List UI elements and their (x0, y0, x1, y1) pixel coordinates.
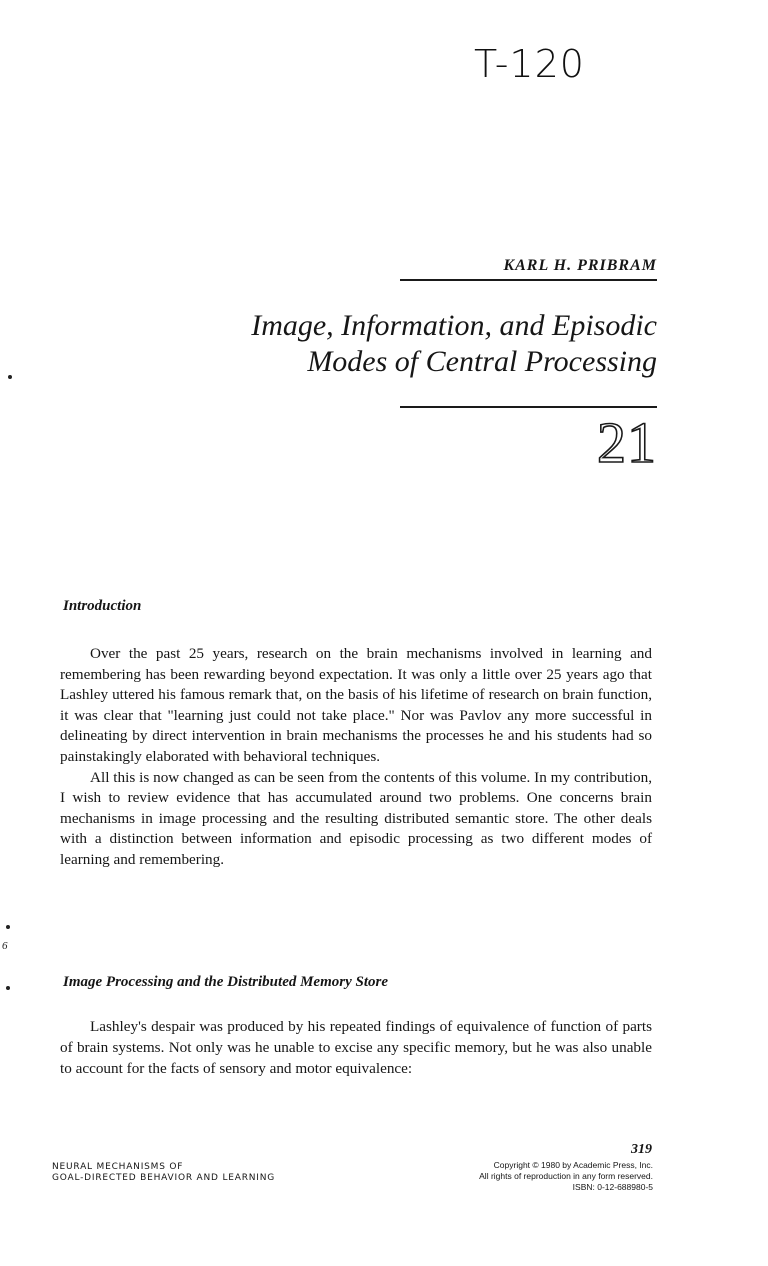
isbn-line: ISBN: 0-12-688980-5 (572, 1182, 653, 1192)
image-processing-body (60, 1016, 652, 1080)
margin-digit: 6 (2, 940, 8, 952)
footer-book-line-1: NEURAL MECHANISMS OF (52, 1162, 184, 1172)
paragraph: All this is now changed as can be seen from the contents of this volume. In my contribution, I wish to review evidence that has accumulated around two problems. One concerns brain mechanisms in image processing and the resulting distributed semantic store. The other deals with a distinction between information and episodic processing as two different modes of learning and remembering. (60, 768, 652, 868)
footer-book-title (52, 1162, 275, 1184)
page-number: 319 (631, 1142, 652, 1157)
scan-speck (6, 986, 10, 990)
scan-speck (6, 925, 10, 929)
paragraph: Over the past 25 years, research on the brain mechanisms involved in learning and remembering has been rewarding beyond expectation. It was only a little over 25 years ago that Lashley uttered his famous remark that, on the basis of his lifetime of research on brain function, it was clear that "learning just could not take place." Nor was Pavlov any more successful in delineating by direct intervention in brain mechanisms the processes he and his students had so painstakingly elaborated with behavioral techniques. (60, 645, 652, 765)
handwritten-code: T-120 (474, 42, 585, 86)
introduction-body (60, 644, 652, 871)
copyright-line: Copyright © 1980 by Academic Press, Inc. (493, 1160, 653, 1170)
chapter-title (150, 308, 657, 380)
title-line-2: Modes of Central Processing (307, 345, 657, 378)
title-rule (400, 406, 657, 408)
footer-book-line-2: GOAL-DIRECTED BEHAVIOR AND LEARNING (52, 1173, 276, 1183)
rights-line: All rights of reproduction in any form reserved. (479, 1171, 653, 1181)
section-heading-introduction: Introduction (63, 598, 142, 614)
section-heading-image-processing: Image Processing and the Distributed Memory Store (63, 974, 389, 990)
title-line-1: Image, Information, and Episodic (251, 309, 657, 342)
scan-speck (8, 375, 12, 379)
chapter-number: 21 (597, 410, 657, 475)
footer-copyright-block (350, 1160, 653, 1193)
top-rule (400, 279, 657, 281)
paragraph: Lashley's despair was produced by his repeated findings of equivalence of function of parts of brain systems. Not only was he unable to excise any specific memory, but he was also unable to account for the facts of sensory and motor equivalence: (60, 1018, 652, 1078)
author-name: KARL H. PRIBRAM (503, 257, 657, 274)
